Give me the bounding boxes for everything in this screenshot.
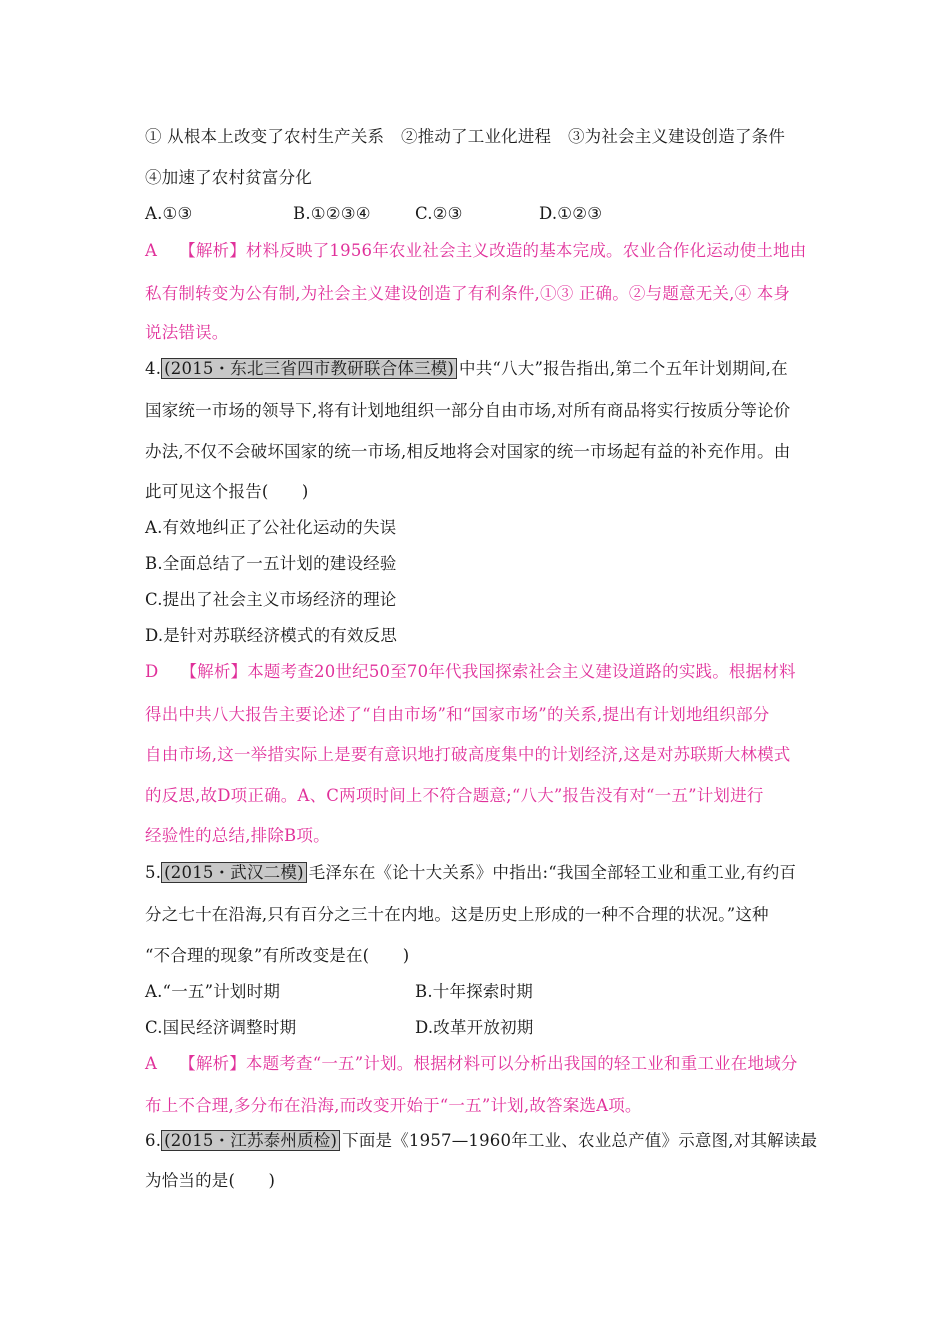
q4-explanation-line-2: 得出中共八大报告主要论述了“自由市场”和“国家市场”的关系,提出有计划地组织部分	[145, 705, 770, 724]
q5-explanation-line-1	[145, 1053, 798, 1075]
q4-explanation-line-1	[145, 661, 796, 683]
q3-explanation-line-1	[145, 240, 806, 262]
q4-stem-text-1: 中共“八大”报告指出,第二个五年计划期间,在	[459, 359, 788, 378]
q3-options	[145, 203, 602, 225]
q5-explanation-text-1: 【解析】本题考查“一五”计划。根据材料可以分析出我国的轻工业和重工业在地域分	[179, 1054, 798, 1073]
q5-option-a: A.“一五”计划时期	[145, 982, 281, 1001]
q3-explanation-line-2: 私有制转变为公有制,为社会主义建设创造了有利条件,①③ 正确。②与题意无关,④ 本身	[145, 284, 791, 303]
q5-stem-line-1	[145, 862, 796, 884]
q6-number: 6.	[145, 1131, 162, 1150]
q4-number: 4.	[145, 359, 162, 378]
q4-source-tag: (2015・东北三省四市教研联合体三模)	[161, 358, 457, 379]
q3-statements-line-2: ④加速了农村贫富分化	[145, 168, 312, 187]
q6-stem-text-1: 下面是《1957—1960年工业、农业总产值》示意图,对其解读最	[342, 1131, 818, 1150]
q3-explanation-text-1: 【解析】材料反映了1956年农业社会主义改造的基本完成。农业合作化运动使土地由	[179, 241, 807, 260]
q6-stem-line-1	[145, 1130, 817, 1152]
q5-number: 5.	[145, 863, 162, 882]
q5-source-tag: (2015・武汉二模)	[161, 862, 307, 883]
q3-explanation-line-3: 说法错误。	[145, 323, 229, 342]
q3-option-c: C.②③	[415, 204, 463, 223]
q5-option-d: D.改革开放初期	[415, 1018, 534, 1037]
q5-stem-text-1: 毛泽东在《论十大关系》中指出:“我国全部轻工业和重工业,有约百	[308, 863, 797, 882]
q4-option-a: A.有效地纠正了公社化运动的失误	[145, 518, 397, 537]
q5-stem-line-3: “不合理的现象”有所改变是在( )	[145, 946, 410, 965]
q5-explanation-line-2: 布上不合理,多分布在沿海,而改变开始于“一五”计划,故答案选A项。	[145, 1096, 642, 1115]
q4-explanation-text-1: 【解析】本题考查20世纪50至70年代我国探索社会主义建设道路的实践。根据材料	[180, 662, 796, 681]
q5-options-row-2	[145, 1017, 534, 1039]
q3-option-d: D.①②③	[539, 204, 603, 223]
q3-option-b: B.①②③④	[293, 204, 371, 223]
q4-explanation-line-4: 的反思,故D项正确。A、C两项时间上不符合题意;“八大”报告没有对“一五”计划进行	[145, 786, 764, 805]
q5-option-b: B.十年探索时期	[415, 982, 533, 1001]
q4-explanation-line-3: 自由市场,这一举措实际上是要有意识地打破高度集中的计划经济,这是对苏联斯大林模式	[145, 745, 791, 764]
q4-stem-line-4: 此可见这个报告( )	[145, 482, 309, 501]
q4-stem-line-3: 办法,不仅不会破坏国家的统一市场,相反地将会对国家的统一市场起有益的补充作用。由	[145, 442, 791, 461]
q4-option-c: C.提出了社会主义市场经济的理论	[145, 590, 397, 609]
q4-answer: D	[145, 662, 159, 681]
q4-stem-line-1	[145, 358, 788, 380]
q4-stem-line-2: 国家统一市场的领导下,将有计划地组织一部分自由市场,对所有商品将实行按质分等论价	[145, 401, 791, 420]
q5-options-row-1	[145, 981, 533, 1003]
q5-option-c: C.国民经济调整时期	[145, 1018, 297, 1037]
q3-option-a: A.①③	[145, 204, 193, 223]
q4-option-d: D.是针对苏联经济模式的有效反思	[145, 626, 398, 645]
q3-statements-line-1: ① 从根本上改变了农村生产关系 ②推动了工业化进程 ③为社会主义建设创造了条件	[145, 127, 786, 146]
q4-option-b: B.全面总结了一五计划的建设经验	[145, 554, 397, 573]
q6-stem-line-2: 为恰当的是( )	[145, 1171, 276, 1190]
q5-answer: A	[145, 1054, 158, 1073]
q3-answer: A	[145, 241, 158, 260]
q4-explanation-line-5: 经验性的总结,排除B项。	[145, 826, 330, 845]
q6-source-tag: (2015・江苏泰州质检)	[161, 1130, 340, 1151]
q5-stem-line-2: 分之七十在沿海,只有百分之三十在内地。这是历史上形成的一种不合理的状况。”这种	[145, 905, 769, 924]
